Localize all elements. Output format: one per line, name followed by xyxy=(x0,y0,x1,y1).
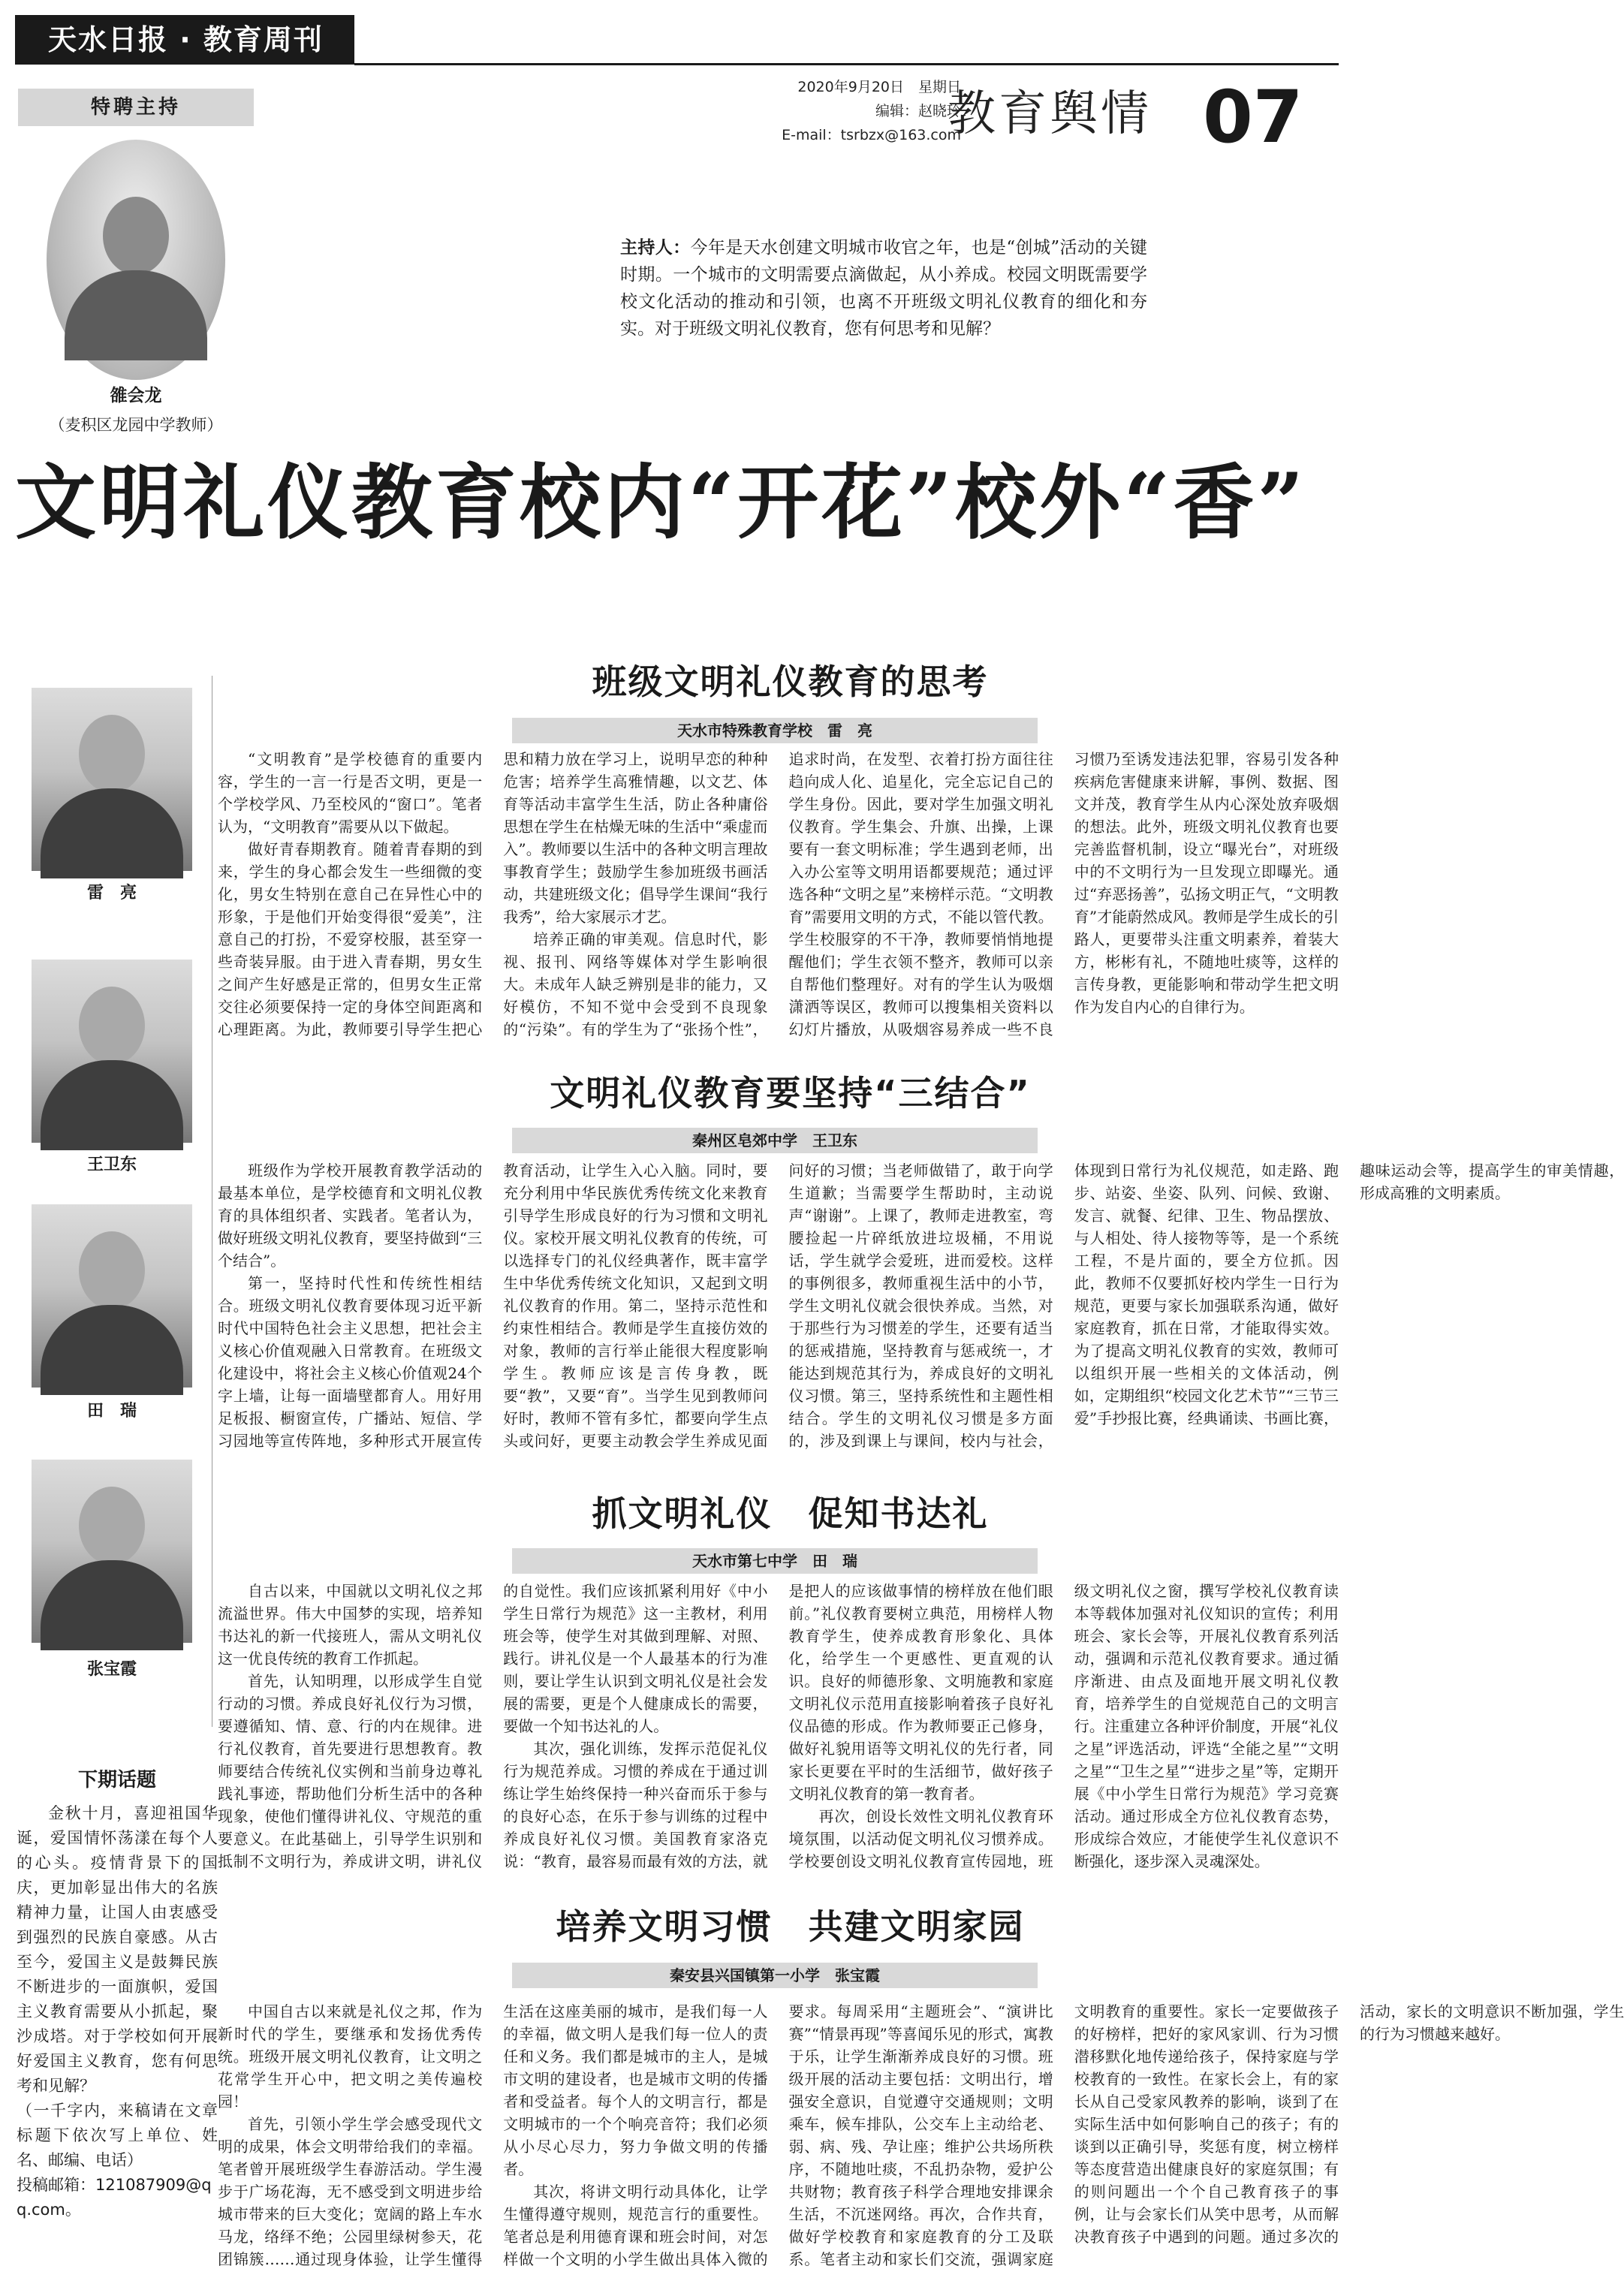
article-title: 班级文明礼仪教育的思考 xyxy=(592,661,989,702)
article-body xyxy=(218,748,1339,1041)
next-topic-box xyxy=(17,1764,218,2222)
article-paragraph: 自古以来，中国就以文明礼仪之邦流溢世界。伟大中国梦的实现，培养知书达礼的新一代接班人，需从文明礼仪这一优良传统的教育工作抓起。 xyxy=(218,1582,483,1668)
article-paragraph: 第一，坚持时代性和传统性相结合。班级文明礼仪教育要体现习近平新时代中国特色社会主义思想，把社会主义核心价值观融入日常教育。在班级文化建设中，将社会主义核心价值观24个字上墙，让每一面墙壁都育人。用好用足板报、橱窗宣传，广播站、短信、学习园地等宣传阵地，多种形式开展宣传教育活动，让学生入心入脑。同时，要充分利用中华民族优秀传统文化来教育引导学生形成良好的行为习惯和文明礼仪。家校开展文明礼仪教育的传统，可以选择专门的礼仪经典著作，既丰富学生中华优秀传统文化知识，又起到文明礼仪教育的作用。第二，坚持示范性和约束性相结合。教师是学生直接仿效的对象，教师的言行举止能很大程度影响学生。教师应该是言传身教，既要“教”，又要“育”。当学生见到教师问好时，教师不管有多忙，都要向学生点头或问好，更要主动教会学生养成见面问好的习惯；当老师做错了，敢于向学生道歉；当需要学生帮助时，主动说声“谢谢”。上课了，教师走进教室，弯腰捡起一片碎纸放进垃圾桶，不用说话，学生就学会爱班，进而爱校。这样的事例很多，教师重视生活中的小节，学生文明礼仪就会很快养成。当然，对于那些行为习惯差的学生，还要有适当的惩戒措施，坚持教育与惩戒统一，才能达到规范其行为，养成良好的文明礼仪习惯。第三，坚持系统性和主题性相结合。学生的文明礼仪习惯是多方面的，涉及到课上与课间，校内与社会，体现到日常行为礼仪规范，如走路、跑步、站姿、坐姿、队列、问候、致谢、发言、就餐、纪律、卫生、物品摆放、与人相处、待人接物等等，是一个系统工程，不是片面的，要全方位抓。因此，教师不仅要抓好校内学生一日行为规范，更要与家长加强联系沟通，做好家庭教育，抓在日常，才能取得实效。为了提高文明礼仪教育的实效，教师可以组织开展一些相关的文体活动，例如，定期组织“校园文化艺术节”“三节三爱”手抄报比赛，经典诵读、书画比赛，趣味运动会等，提高学生的审美情趣，形成高雅的文明素质。 xyxy=(218,1162,1624,1450)
article-paragraph: 其次，强化训练，发挥示范促礼仪行为规范养成。习惯的养成在于通过训练让学生始终保持一种兴奋而乐于参与的良好心态，在乐于参与训练的过程中养成良好礼仪习惯。美国教育家洛克说：“教育，最容易而最有效的方法，就是把人的应该做事情的榜样放在他们眼前。”礼仪教育要树立典范，用榜样人物教育学生，使养成教育形象化、具体化，给学生一个更感性、更直观的认识。良好的师德形象、文明施教和家庭文明礼仪示范用直接影响着孩子良好礼仪品德的形成。作为教师要正己修身，做好礼貌用语等文明礼仪的先行者，同家长更要在平时的生活细节，做好孩子文明礼仪教育的第一教育者。 xyxy=(503,1582,1053,1870)
author-name: 王卫东 xyxy=(86,1155,137,1174)
masthead-rule xyxy=(354,63,1339,65)
host-tag: 特聘主持 xyxy=(18,89,254,126)
article-paragraph: “文明教育”是学校德育的重要内容，学生的一言一行是否文明，更是一个学校学风、乃至校风的“窗口”。笔者认为，“文明教育”需要从以下做起。 xyxy=(218,750,483,836)
next-topic-email: 投稿邮箱：121087909@qq.com。 xyxy=(17,2176,212,2219)
article-byline: 秦州区皂郊中学 王卫东 xyxy=(512,1128,1038,1153)
host-label: 主持人： xyxy=(620,238,691,258)
author-photo xyxy=(32,960,192,1143)
author-photo xyxy=(32,1460,192,1643)
article-paragraph: 首先，认知明理，以形成学生自觉行动的习惯。养成良好礼仪行为习惯，要遵循知、情、意、行的内在规律。进行礼仪教育，首先要进行思想教育。教师要结合传统礼仪实例和当前身边尊礼践礼事迹，帮助他们分析生活中的各种现象，使他们懂得讲礼仪、守规范的重要意义。在此基础上，引导学生识别和抵制不文明行为，养成讲文明，讲礼仪的自觉性。我们应该抓紧利用好《中小学生日常行为规范》这一主教材，利用班会等，使学生对其做到理解、对照、践行。讲礼仪是一个人最基本的行为准则，要让学生认识到文明礼仪是社会发展的需要，更是个人健康成长的需要，要做一个知书达礼的人。 xyxy=(218,1582,768,1870)
host-intro xyxy=(620,234,1147,342)
main-headline: 文明礼仪教育校内“开花”校外“香” xyxy=(15,456,1307,550)
article-title: 培养文明习惯 共建文明家园 xyxy=(556,1906,1025,1947)
author-name: 田 瑞 xyxy=(86,1401,137,1421)
issue-info xyxy=(781,75,961,147)
article-byline: 天水市第七中学 田 瑞 xyxy=(512,1548,1038,1574)
next-topic-text: 金秋十月，喜迎祖国华诞，爱国情怀荡漾在每个人的心头。疫情背景下的国庆，更加彰显出伟大的名族精神力量，让国人由衷感受到强烈的民族自豪感。从古至今，爱国主义是鼓舞民族不断进步的一面旗帜，爱国主义教育需要从小抓起，聚沙成塔。对于学校如何开展好爱国主义教育，您有何思考和见解？ xyxy=(17,1804,218,2095)
article-paragraph: 再次，创设长效性文明礼仪教育环境氛围，以活动促文明礼仪习惯养成。学校要创设文明礼仪教育宣传园地，班级文明礼仪之窗，撰写学校礼仪教育读本等载体加强对礼仪知识的宣传；利用班会、家长会等，开展礼仪教育系列活动，强调和示范礼仪教育要求。通过循序渐进、由点及面地开展文明礼仪教育，培养学生的自觉规范自己的文明言行。注重建立各种评价制度，开展“礼仪之星”评选活动，评选“全能之星”“文明之星”“卫生之星”“进步之星”等，定期开展《中小学生日常行为规范》学习竞赛活动。通过形成全方位礼仪教育态势，形成综合效应，才能使学生礼仪意识不断强化，逐步深入灵魂深处。 xyxy=(788,1582,1339,1870)
newspaper-masthead: 天水日报 · 教育周刊 xyxy=(15,15,354,65)
article-title: 抓文明礼仪 促知书达礼 xyxy=(592,1493,989,1534)
article-byline: 天水市特殊教育学校 雷 亮 xyxy=(512,718,1038,743)
article-paragraph: 其次，将讲文明行动具体化，让学生懂得遵守规则，规范言行的重要性。笔者总是利用德育课和班会时间，对怎样做一个文明的小学生做出具体入微的要求。每周采用“主题班会”、“演讲比赛”“情景再现”等喜闻乐见的形式，寓教于乐，让学生渐渐养成良好的习惯。班级开展的活动主要包括：文明出行，增强安全意识，自觉遵守交通规则；文明乘车，候车排队，公交车上主动给老、弱、病、残、孕让座；维护公共场所秩序，不随地吐痰，不乱扔杂物，爱护公共财物；教育孩子科学合理地安排课余生活，不沉迷网络。再次，合作共育，做好学校教育和家庭教育的分工及联系。笔者主动和家长们交流，强调家庭文明教育的重要性。家长一定要做孩子的好榜样，把好的家风家训、行为习惯潜移默化地传递给孩子，保持家庭与学校教育的一致性。在家长会上，有的家长从自己受家风教养的影响，谈到了在实际生活中如何影响自己的孩子；有的谈到以正确引导，奖惩有度，树立榜样等态度营造出健康良好的家庭氛围；有的则问题出一个个自己教育孩子的事例，让与会家长们从笑中思考，从而解决教育孩子中遇到的问题。通过多次的活动，家长的文明意识不断加强，学生的行为习惯越来越好。 xyxy=(503,2002,1624,2268)
author-name: 张宝霞 xyxy=(86,1659,137,1679)
host-photo xyxy=(47,140,225,380)
author-name: 雷 亮 xyxy=(86,883,137,902)
next-topic-title: 下期话题 xyxy=(77,1769,156,1791)
article-paragraph: 班级作为学校开展教育教学活动的最基本单位，是学校德育和文明礼仪教育的具体组织者、实践者。笔者认为，做好班级文明礼仪教育，要坚持做到“三个结合”。 xyxy=(218,1162,483,1270)
article-paragraph: 做好青春期教育。随着青春期的到来，学生的身心都会发生一些细微的变化，男女生特别在意自己在异性心中的形象，于是他们开始变得很“爱美”，注意自己的打扮，不爱穿校服，甚至穿一些奇装异服。由于进入青春期，男女生之间产生好感是正常的，但男女生正常交往必须要保持一定的身体空间距离和心理距离。为此，教师要引导学生把心思和精力放在学习上，说明早恋的种种危害；培养学生高雅情趣，以文艺、体育等活动丰富学生生活，防止各种庸俗思想在学生在枯燥无味的生活中“乘虚而入”。教师要以生活中的各种文明言理故事教育学生；鼓励学生参加班级书画活动，共建班级文化；倡导学生课间“我行我秀”，给大家展示才艺。 xyxy=(218,750,768,1038)
issue-email: E-mail：tsrbzx@163.com xyxy=(782,127,961,143)
article-title: 文明礼仪教育要坚持“三结合” xyxy=(550,1073,1031,1113)
issue-date: 2020年9月20日 星期日 xyxy=(797,79,961,95)
article-paragraph: 首先，引领小学生学会感受现代文明的成果，体会文明带给我们的幸福。笔者曾开展班级学生春游活动。学生漫步于广场花海，无不感受到文明进步给城市带来的巨大变化；宽阔的路上车水马龙，络绎不绝；公园里绿树参天，花团锦簇……通过现身体验，让学生懂得生活在这座美丽的城市，是我们每一人的幸福，做文明人是我们每一位人的责任和义务。我们都是城市的主人，是城市文明的建设者，也是城市文明的传播者和受益者。每个人的文明言行，都是文明城市的一个个响亮音符；我们必须从小尽心尽力，努力争做文明的传播者。 xyxy=(218,2002,768,2268)
article-body xyxy=(218,1159,1624,1473)
author-photo xyxy=(32,1204,192,1388)
host-name: 雒会龙 xyxy=(110,386,162,405)
next-topic-note: （一千字内，来稿请在文章标题下依次写上单位、姓名、邮编、电话） xyxy=(17,2102,218,2169)
section-title: 教育舆情 xyxy=(948,86,1152,142)
article-byline: 秦安县兴国镇第一小学 张宝霞 xyxy=(512,1963,1038,1988)
article-paragraph: 培养正确的审美观。信息时代，影视、报刊、网络等媒体对学生影响很大。未成年人缺乏辨别是非的能力，又好模仿，不知不觉中会受到不良现象的“污染”。有的学生为了“张扬个性”，追求时尚，在发型、衣着打扮方面往往趋向成人化、追星化，完全忘记自己的学生身份。因此，要对学生加强文明礼仪教育。学生集会、升旗、出操，上课要有一套文明标准；学生遇到老师，出入办公室等文明用语都要规范；通过评选各种“文明之星”来榜样示范。“文明教育”需要用文明的方式，不能以管代教。学生校服穿的不干净，教师要悄悄地提醒他们；学生衣领不整齐，教师可以亲自帮他们整理好。对有的学生认为吸烟潇洒等误区，教师可以搜集相关资料以幻灯片播放，从吸烟容易养成一些不良习惯乃至诱发违法犯罪，容易引发各种疾病危害健康来讲解，事例、数据、图文并茂，教育学生从内心深处放弃吸烟的想法。此外，班级文明礼仪教育也要完善监督机制，设立“曝光台”，对班级中的不文明行为一旦发现立即曝光。通过“弃恶扬善”，弘扬文明正气，“文明教育”才能蔚然成风。教师是学生成长的引路人，更要带头注重文明素养，着装大方，彬彬有礼，不随地吐痰等，这样的言传身教，更能影响和带动学生把文明作为发自内心的自律行为。 xyxy=(503,750,1339,1038)
page-number: 07 xyxy=(1203,75,1303,159)
article-body xyxy=(218,2000,1624,2285)
article-body xyxy=(218,1580,1339,1889)
host-school: （麦积区龙园中学教师） xyxy=(49,416,223,434)
host-intro-text: 今年是天水创建文明城市收官之年，也是“创城”活动的关键时期。一个城市的文明需要点滴做起，从小养成。校园文明既需要学校文化活动的推动和引领，也离不开班级文明礼仪教育的细化和夯实。对于班级文明礼仪教育，您有何思考和见解？ xyxy=(620,238,1147,339)
issue-editor: 编辑：赵晓玲 xyxy=(875,103,961,119)
article-paragraph: 中国自古以来就是礼仪之邦，作为新时代的学生，要继承和发扬优秀传统。班级开展文明礼仪教育，让文明之花常学生开心中，把文明之美传遍校园！ xyxy=(218,2002,483,2111)
author-photo xyxy=(32,688,192,871)
